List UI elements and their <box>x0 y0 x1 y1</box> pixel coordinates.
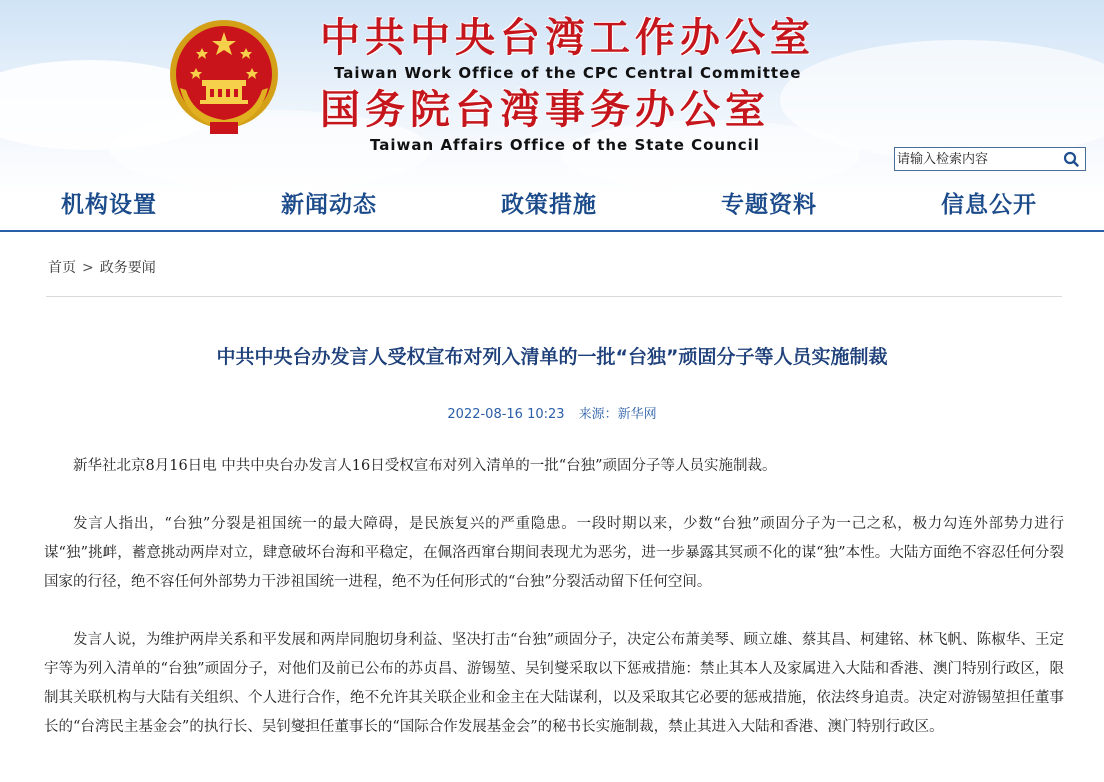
article-paragraph-1-container <box>44 452 1064 481</box>
article-meta <box>0 403 1104 422</box>
search-box <box>894 147 1086 171</box>
nav-item-policies[interactable]: 政策措施 <box>501 192 597 218</box>
breadcrumb <box>48 257 156 277</box>
title-cn-taiwan-affairs-office: 国务院台湾事务办公室 <box>320 86 770 133</box>
article-paragraph: 发言人指出，“台独”分裂是祖国统一的最大障碍，是民族复兴的严重隐患。一段时期以来，少数“台独”顽固分子为一己之私，极力勾连外部势力进行谋“独”挑衅，蓄意挑动两岸对立，肆意破坏台海和平稳定，在佩洛西窜台期间表现尤为恶劣，进一步暴露其冥顽不化的谋“独”本性。大陆方面绝不容忍任何分裂国家的行径，绝不容任何外部势力干涉祖国统一进程，绝不为任何形式的“台独”分裂活动留下任何空间。 <box>44 516 1064 590</box>
nav-item-special-topics[interactable]: 专题资料 <box>721 192 817 218</box>
nav-item-news[interactable]: 新闻动态 <box>281 192 377 218</box>
article-title: 中共中央台办发言人受权宣布对列入清单的一批“台独”顽固分子等人员实施制裁 <box>216 346 888 368</box>
title-en-taiwan-work-office: Taiwan Work Office of the CPC Central Committee <box>334 64 802 82</box>
breadcrumb-current-link[interactable]: 政务要闻 <box>99 260 156 276</box>
article-date: 2022-08-16 10:23 <box>447 407 565 422</box>
main-nav <box>0 186 1104 228</box>
title-en-taiwan-affairs-office: Taiwan Affairs Office of the State Council <box>370 136 760 154</box>
nav-item-information-disclosure[interactable]: 信息公开 <box>941 192 1037 218</box>
article-paragraph-3-container <box>44 626 1064 742</box>
title-cn-taiwan-work-office: 中共中央台湾工作办公室 <box>320 14 815 61</box>
article-source: 来源：新华网 <box>578 407 657 422</box>
article-paragraph: 发言人说，为维护两岸关系和平发展和两岸同胞切身利益、坚决打击“台独”顽固分子，决定公布萧美琴、顾立雄、蔡其昌、柯建铭、林飞帆、陈椒华、王定宇等为列入清单的“台独”顽固分子，对他们及前已公布的苏贞昌、游锡堃、吴钊燮采取以下惩戒措施：禁止其本人及家属进入大陆和香港、澳门特别行政区，限制其关联机构与大陆有关组织、个人进行合作，绝不允许其关联企业和金主在大陆谋利，以及采取其它必要的惩戒措施，依法终身追责。决定对游锡堃担任董事长的“台湾民主基金会”的执行长、吴钊燮担任董事长的“国际合作发展基金会”的秘书长实施制裁，禁止其进入大陆和香港、澳门特别行政区。 <box>44 632 1064 735</box>
breadcrumb-home-link[interactable]: 首页 <box>48 260 76 276</box>
article-paragraph-2-container <box>44 510 1064 597</box>
divider <box>46 296 1062 297</box>
nav-underline <box>0 230 1104 232</box>
header-banner <box>0 0 1104 232</box>
article-paragraph: 新华社北京8月16日电 中共中央台办发言人16日受权宣布对列入清单的一批“台独”顽固分子等人员实施制裁。 <box>73 458 777 474</box>
search-input[interactable] <box>897 149 1057 169</box>
national-emblem-icon <box>166 18 282 138</box>
breadcrumb-separator: > <box>82 260 94 276</box>
search-icon[interactable] <box>1061 150 1081 168</box>
nav-item-organization[interactable]: 机构设置 <box>61 192 157 218</box>
